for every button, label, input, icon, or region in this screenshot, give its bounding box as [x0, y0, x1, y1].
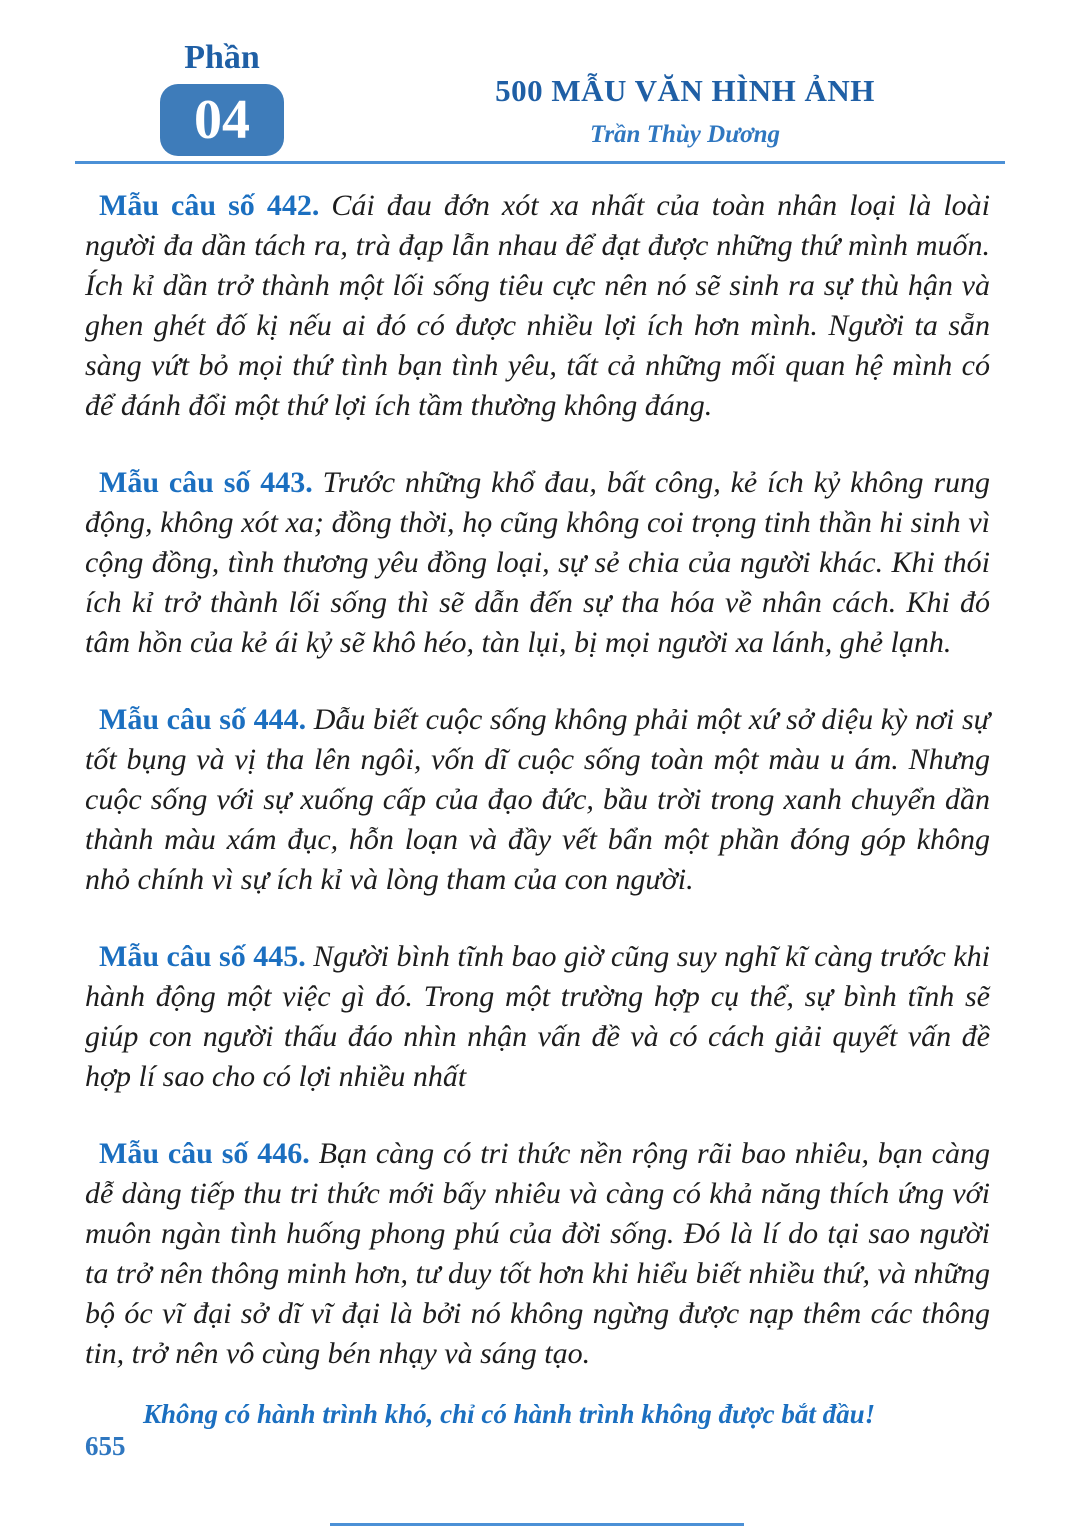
- footer-quote: Không có hành trình khó, chỉ có hành trình không được bắt đầu!: [143, 1399, 876, 1429]
- paragraph-445: [85, 937, 990, 1097]
- paragraph-446: [85, 1134, 990, 1374]
- paragraph-label: Mẫu câu số 444.: [99, 703, 307, 736]
- part-number-box: [160, 84, 284, 156]
- header-divider: [75, 161, 1005, 164]
- paragraph-text: Người bình tĩnh bao giờ cũng suy nghĩ kĩ càng trước khi hành động một việc gì đó. Trong một trường hợp cụ thể, sự bình tĩnh sẽ giúp con người thấu đáo nhìn nhận vấn đề và có cách giải quyết vấn đề hợp lí sao cho có lợi nhiều nhất: [85, 940, 990, 1093]
- paragraph-text: Dẫu biết cuộc sống không phải một xứ sở diệu kỳ nơi sự tốt bụng và vị tha lên ngôi, vốn dĩ cuộc sống toàn một màu u ám. Nhưng cuộc sống với sự xuống cấp của đạo đức, bầu trời trong xanh chuyển dần thành màu xám đục, hỗn loạn và đầy vết bẩn một phần đóng góp không nhỏ chính vì sự ích kỉ và lòng tham của con người.: [85, 703, 990, 896]
- page-number: 655: [85, 1431, 126, 1461]
- paragraph-442: [85, 186, 990, 426]
- page-content: [85, 186, 990, 1411]
- paragraph-label: Mẫu câu số 442.: [99, 189, 320, 222]
- paragraph-text: Cái đau đớn xót xa nhất của toàn nhân loại là loài người đa dần tách ra, trà đạp lẫn nhau để đạt được những thứ mình muốn. Ích kỉ dần trở thành một lối sống tiêu cực nên nó sẽ sinh ra sự thù hận và ghen ghét đố kị nếu ai đó có được nhiều lợi ích hơn mình. Người ta sẵn sàng vứt bỏ mọi thứ tình bạn tình yêu, tất cả những mối quan hệ mình có để đánh đổi một thứ lợi ích tầm thường không đáng.: [85, 189, 990, 422]
- part-block: [160, 38, 284, 156]
- paragraph-label: Mẫu câu số 443.: [99, 466, 313, 499]
- part-number: 04: [194, 89, 250, 151]
- paragraph-444: [85, 700, 990, 900]
- paragraph-443: [85, 463, 990, 663]
- part-label: Phần: [184, 39, 260, 76]
- paragraph-text: Trước những khổ đau, bất công, kẻ ích kỷ không rung động, không xót xa; đồng thời, họ cũng không coi trọng tinh thần hi sinh vì cộng đồng, tình thương yêu đồng loại, sự sẻ chia của người khác. Khi thói ích kỉ trở thành lối sống thì sẽ dẫn đến sự tha hóa về nhân cách. Khi đó tâm hồn của kẻ ái kỷ sẽ khô héo, tàn lụi, bị mọi người xa lánh, ghẻ lạnh.: [85, 466, 991, 659]
- paragraph-label: Mẫu câu số 446.: [99, 1137, 310, 1170]
- paragraph-text: Bạn càng có tri thức nền rộng rãi bao nhiêu, bạn càng dễ dàng tiếp thu tri thức mới bấy nhiêu và càng có khả năng thích ứng với muôn ngàn tình huống phong phú của đời sống. Đó là lí do tại sao người ta trở nên thông minh hơn, tư duy tốt hơn khi hiểu biết nhiều thứ, và những bộ óc vĩ đại sở dĩ vĩ đại là bởi nó không ngừng được nạp thêm các thông tin, trở nên vô cùng bén nhạy và sáng tạo.: [85, 1137, 990, 1370]
- paragraph-label: Mẫu câu số 445.: [99, 940, 306, 973]
- book-author: Trần Thùy Dương: [589, 121, 780, 148]
- title-block: [390, 72, 980, 150]
- book-title: 500 MẪU VĂN HÌNH ẢNH: [495, 73, 875, 108]
